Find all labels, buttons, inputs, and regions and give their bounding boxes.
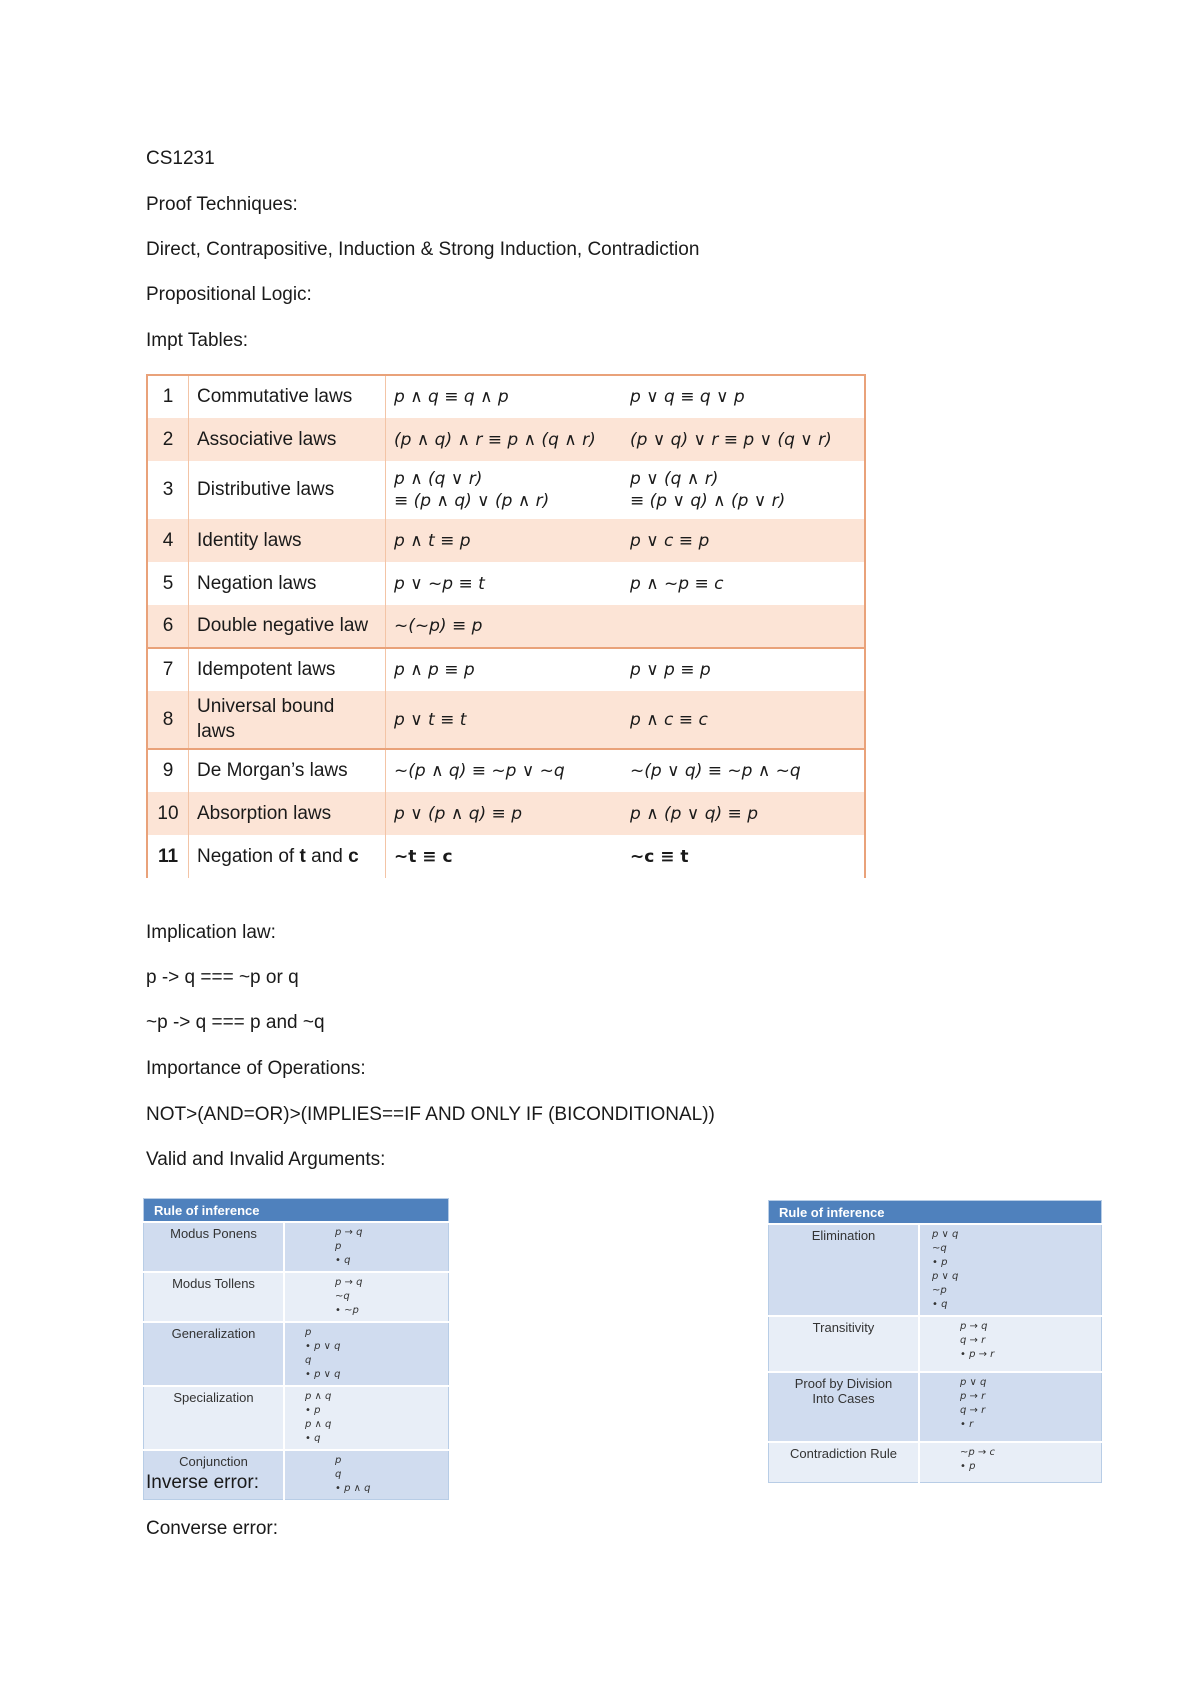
- row-number: 5: [147, 562, 189, 605]
- law-formula: p ∧ (p ∨ q) ≡ p: [630, 803, 758, 824]
- rule-line: p ∨ q: [932, 1271, 959, 1282]
- law-name-t: t: [299, 845, 306, 867]
- law-name: Identity laws: [189, 519, 386, 562]
- rule-name-line: Proof by Division: [794, 1376, 893, 1391]
- table-row: [769, 1316, 1102, 1372]
- law-name-text: Negation of: [197, 845, 300, 867]
- law-formula: ~(p ∨ q) ≡ ~p ∧ ~q: [630, 761, 801, 781]
- law-formula: (p ∧ q) ∧ r ≡ p ∧ (q ∧ r): [394, 429, 596, 450]
- rule-line: • r: [960, 1419, 974, 1430]
- table-row: [144, 1386, 449, 1450]
- law-formula: [622, 461, 865, 519]
- rule-line: p ∧ q: [305, 1419, 332, 1430]
- table-row: [147, 519, 865, 562]
- law-formula: [386, 461, 623, 519]
- implication-line-2: ~p -> q === p and ~q: [146, 1012, 325, 1033]
- row-number: 6: [147, 605, 189, 648]
- law-formula: p ∧ p ≡ p: [394, 660, 475, 680]
- table-row: [147, 562, 865, 605]
- rule-line: p ∨ q: [932, 1229, 959, 1240]
- rule-line: ~p: [932, 1285, 947, 1296]
- law-formula: p ∧ ~p ≡ c: [630, 573, 724, 594]
- rule-line: • p: [960, 1461, 976, 1472]
- law-formula: ~(p ∧ q) ≡ ~p ∨ ~q: [394, 761, 565, 781]
- law-name-c: c: [348, 845, 359, 867]
- rule-line: p → q: [335, 1277, 363, 1288]
- law-formula: p ∨ (p ∧ q) ≡ p: [394, 803, 522, 824]
- converse-error-heading: Converse error:: [146, 1518, 278, 1539]
- law-formula: p ∨ t ≡ t: [386, 691, 623, 749]
- table-row: [147, 835, 865, 878]
- rule-line: p → r: [960, 1391, 986, 1402]
- table-header-blank: [919, 1201, 1102, 1225]
- table-row: [147, 418, 865, 461]
- rule-line: • q: [335, 1255, 351, 1266]
- law-name: Absorption laws: [189, 792, 386, 835]
- law-name: Negation laws: [189, 562, 386, 605]
- law-name-and: and: [305, 845, 349, 867]
- importance-text: NOT>(AND=OR)>(IMPLIES==IF AND ONLY IF (BICONDITIONAL)): [146, 1104, 715, 1125]
- row-number: 4: [147, 519, 189, 562]
- law-name: De Morgan’s laws: [189, 749, 386, 792]
- rule-form: [919, 1372, 1102, 1442]
- row-number: 11: [147, 835, 189, 878]
- rule-name: Modus Tollens: [144, 1272, 285, 1322]
- proof-techniques-heading: Proof Techniques:: [146, 194, 298, 215]
- law-formula: [622, 605, 865, 648]
- formula-line: ≡ (p ∧ q) ∨ (p ∧ r): [394, 491, 550, 511]
- law-formula: p ∧ t ≡ p: [394, 530, 471, 551]
- law-name: Idempotent laws: [189, 648, 386, 691]
- rule-line: • p: [932, 1257, 948, 1268]
- law-formula: p ∨ ~p ≡ t: [394, 573, 485, 594]
- rule-name: Conjunction: [144, 1450, 285, 1500]
- law-formula: p ∧ q ≡ q ∧ p: [386, 375, 623, 418]
- row-number: 8: [147, 691, 189, 749]
- table-row: [147, 461, 865, 519]
- proof-techniques-list: Direct, Contrapositive, Induction & Strong Induction, Contradiction: [146, 239, 700, 260]
- rule-line: • ~p: [335, 1305, 359, 1316]
- rule-name: Modus Ponens: [144, 1222, 285, 1272]
- law-formula: p ∨ q ≡ q ∨ p: [622, 375, 865, 418]
- rule-name: Transitivity: [769, 1316, 920, 1372]
- rule-line: p ∧ q: [305, 1391, 332, 1402]
- law-name: [189, 835, 386, 878]
- formula-line: ≡ (p ∨ q) ∧ (p ∨ r): [630, 491, 786, 511]
- table-header: Rule of inference: [144, 1199, 285, 1223]
- table-row: [147, 375, 865, 418]
- rule-form: [284, 1222, 449, 1272]
- rule-line: q → r: [960, 1335, 986, 1346]
- rule-name: Generalization: [144, 1322, 285, 1386]
- rule-name: Elimination: [769, 1224, 920, 1316]
- row-number: 10: [147, 792, 189, 835]
- rule-line: q: [335, 1469, 342, 1480]
- table-row: [144, 1272, 449, 1322]
- implication-law-heading: Implication law:: [146, 922, 276, 943]
- rule-form: [284, 1386, 449, 1450]
- rule-line: • p ∨ q: [305, 1341, 341, 1352]
- rule-form: [919, 1224, 1102, 1316]
- row-number: 9: [147, 749, 189, 792]
- rule-line: p: [305, 1327, 312, 1338]
- law-name: Double negative law: [189, 605, 386, 648]
- rule-line: p: [335, 1241, 342, 1252]
- law-formula: p ∨ p ≡ p: [630, 660, 711, 680]
- law-name: Associative laws: [189, 418, 386, 461]
- formula-line: p ∧ (q ∨ r): [394, 468, 483, 489]
- table-row: [769, 1442, 1102, 1482]
- rule-line: ~q: [335, 1291, 350, 1302]
- table-row: [147, 691, 865, 749]
- law-name-line: Universal bound: [197, 695, 335, 717]
- table-header-blank: [284, 1199, 449, 1223]
- implication-line-1: p -> q === ~p or q: [146, 967, 299, 988]
- rule-form: [919, 1442, 1102, 1482]
- row-number: 2: [147, 418, 189, 461]
- row-number: 3: [147, 461, 189, 519]
- table-row: [769, 1224, 1102, 1316]
- rule-name: Specialization: [144, 1386, 285, 1450]
- rule-line: • p ∨ q: [305, 1369, 341, 1380]
- valid-arguments-heading: Valid and Invalid Arguments:: [146, 1149, 386, 1170]
- rule-line: p: [335, 1455, 342, 1466]
- law-name-line: laws: [197, 720, 236, 742]
- rule-line: p → q: [335, 1227, 363, 1238]
- law-name: [189, 691, 386, 749]
- table-row: [147, 648, 865, 691]
- rule-form: [284, 1272, 449, 1322]
- law-name: Commutative laws: [189, 375, 386, 418]
- law-name: Distributive laws: [189, 461, 386, 519]
- rules-of-inference-table-left: [143, 1198, 449, 1500]
- rule-name: Contradiction Rule: [769, 1442, 920, 1482]
- formula-line: p ∨ (q ∧ r): [630, 468, 719, 489]
- rule-name: [769, 1372, 920, 1442]
- rule-form: [919, 1316, 1102, 1372]
- rule-line: p ∨ q: [960, 1377, 987, 1388]
- rule-line: • p ∧ q: [335, 1483, 371, 1494]
- propositional-logic-heading: Propositional Logic:: [146, 284, 312, 305]
- law-formula: (p ∨ q) ∨ r ≡ p ∨ (q ∨ r): [630, 429, 832, 450]
- row-number: 1: [147, 375, 189, 418]
- law-formula: p ∧ c ≡ c: [622, 691, 865, 749]
- table-row: [144, 1222, 449, 1272]
- rule-form: [284, 1450, 449, 1500]
- rule-line: • q: [305, 1433, 321, 1444]
- rule-line: q: [305, 1355, 312, 1366]
- rule-name-line: Into Cases: [812, 1391, 875, 1406]
- rule-form: [284, 1322, 449, 1386]
- rule-line: • q: [932, 1299, 948, 1310]
- rule-line: ~q: [932, 1243, 947, 1254]
- rule-line: • p → r: [960, 1349, 995, 1360]
- table-header: Rule of inference: [769, 1201, 920, 1225]
- law-formula: p ∨ c ≡ p: [630, 530, 710, 551]
- inverse-error-heading: Inverse error:: [146, 1472, 259, 1493]
- rule-line: q → r: [960, 1405, 986, 1416]
- rules-of-inference-table-right: [768, 1200, 1102, 1483]
- course-code: CS1231: [146, 148, 215, 169]
- table-row: [147, 792, 865, 835]
- row-number: 7: [147, 648, 189, 691]
- rule-line: • p: [305, 1405, 321, 1416]
- logical-equivalences-table: [146, 374, 866, 878]
- importance-heading: Importance of Operations:: [146, 1058, 366, 1079]
- law-formula: ~t ≡ c: [394, 846, 453, 867]
- table-row: [769, 1372, 1102, 1442]
- rule-line: ~p → c: [960, 1447, 995, 1458]
- law-formula: ~(~p) ≡ p: [386, 605, 623, 648]
- table-row: [147, 605, 865, 648]
- law-formula: ~c ≡ t: [630, 846, 689, 867]
- impt-tables-heading: Impt Tables:: [146, 330, 249, 351]
- table-row: [144, 1322, 449, 1386]
- rule-line: p → q: [960, 1321, 988, 1332]
- table-row: [147, 749, 865, 792]
